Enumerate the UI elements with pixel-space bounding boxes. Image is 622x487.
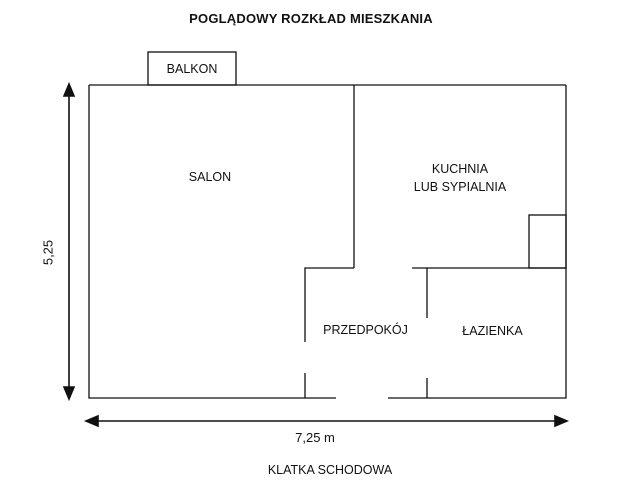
living-room-label: SALON — [188, 170, 232, 184]
width-arrow-left — [86, 416, 98, 426]
outer-wall — [89, 85, 305, 398]
kitchen-label-line2: LUB SYPIALNIA — [413, 180, 507, 194]
hallway-label: PRZEDPOKÓJ — [323, 323, 408, 337]
kitchen-label-line1: KUCHNIA — [431, 162, 489, 176]
outer-wall-right — [427, 85, 566, 398]
bathroom-label: ŁAZIENKA — [462, 324, 523, 338]
width-dimension-label: 7,25 m — [295, 430, 335, 445]
height-arrow-top — [64, 84, 74, 96]
kitchen-label — [400, 160, 520, 196]
kitchen-box — [529, 215, 566, 268]
height-dimension-label: 5,25 — [40, 239, 56, 266]
staircase-label: KLATKA SCHODOWA — [267, 463, 393, 477]
balcony-label: BALKON — [166, 62, 218, 76]
width-arrow-right — [555, 416, 567, 426]
plan-title: POGLĄDOWY ROZKŁAD MIESZKANIA — [189, 11, 433, 26]
height-arrow-bottom — [64, 387, 74, 399]
